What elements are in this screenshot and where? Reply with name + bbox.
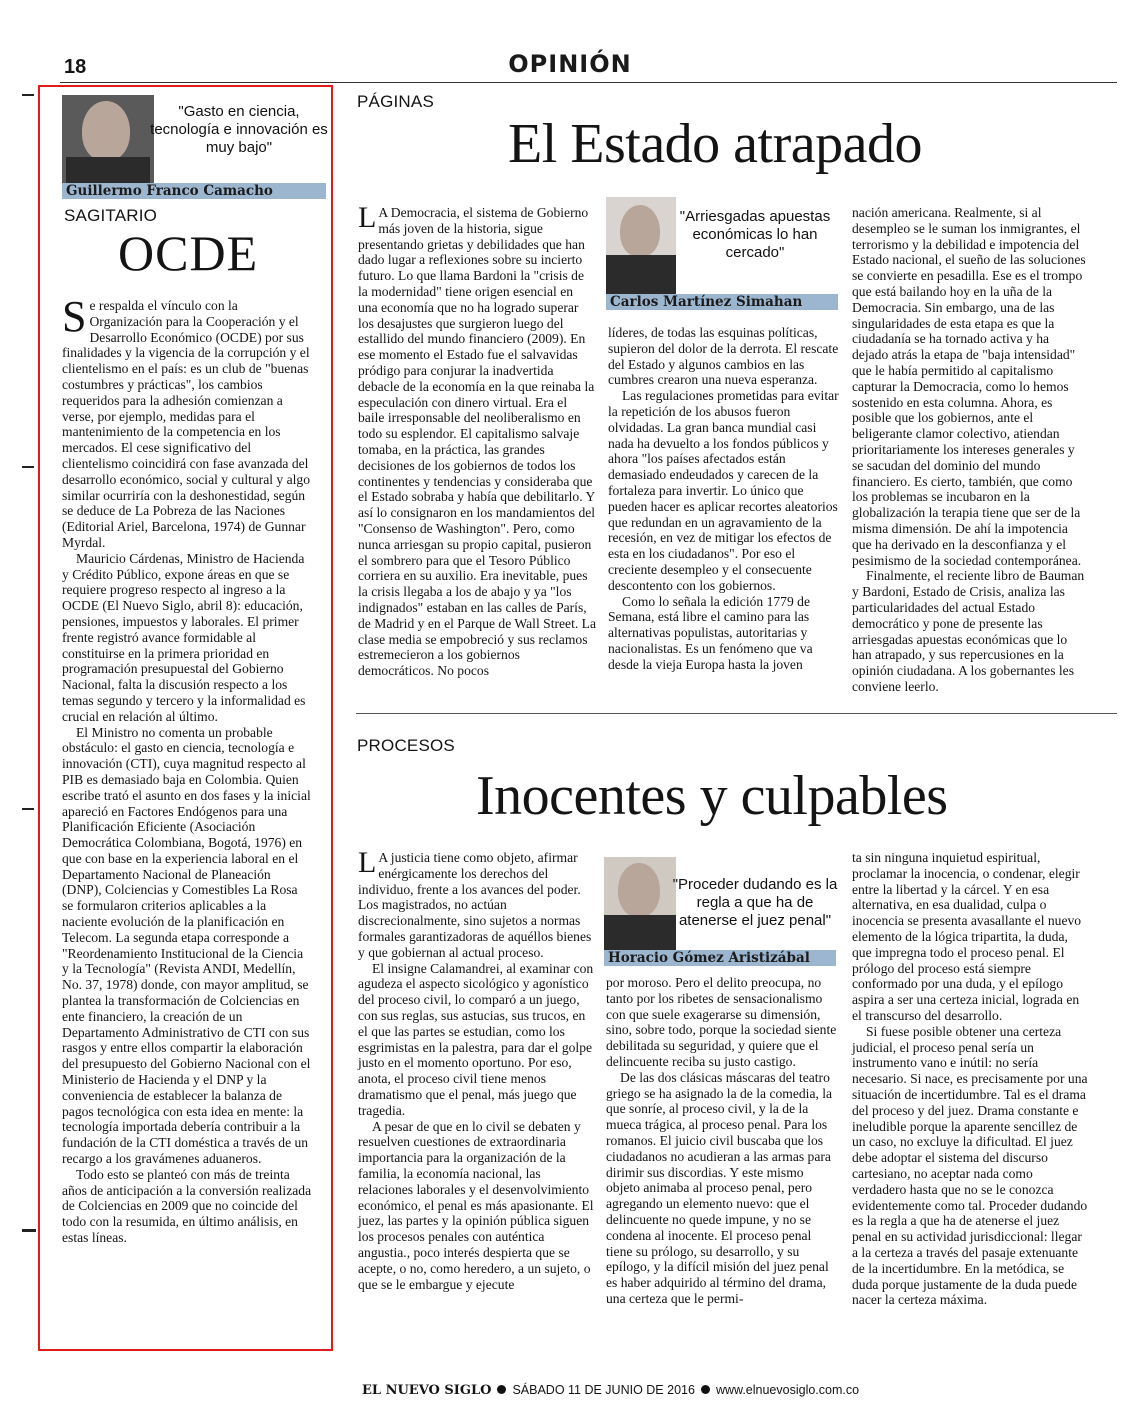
author-photo [606,197,676,295]
paragraph: Todo esto se planteó con más de treinta años de anticipación a la conversión realizada de Colciencias en 2009 que no coincide del todo con la resumida, en último análisis, en estas líneas. [62,1166,312,1246]
scan-mark [22,94,34,96]
article-column [358,201,596,679]
paragraph: e respalda el vínculo con la Organización para la Cooperación y el Desarrollo Económico (OCDE) por sus finalidades y la vigencia de la corrupción y el clientelismo en el país: es un club de "buenas costumbres y prácticas", los cambios requeridos para la adhesión comienzan a verse, por ejemplo, medidas para el mantenimiento de la competencia en los mercados. El cese significativo del clientelismo coincidirá con fase avanzada del desarrollo económico, social y cultural y algo similar ocurriría con la deshonestidad, según se deduce de La Pobreza de las Naciones (Editorial Ariel, Barcelona, 1974) de Gunnar Myrdal. [62,298,311,550]
paragraph: ta sin ninguna inquietud espiritual, proclamar la inocencia, o condenar, elegir entre la libertad y la cárcel. Y en esa alternativa, en esa dualidad, culpa o inocencia se presenta avasallante el nuevo elemento de la lógica tripartita, la duda, que impregna todo el proceso penal. El prólogo del proceso está siempre conformado por una duda, y el epílogo aspira a ser una certeza inicial, lograda en el transcurso del desarrollo. [852,850,1082,1023]
article-headline: Inocentes y culpables [476,765,948,827]
bullet-icon [497,1385,506,1394]
newspaper-brand: EL NUEVO SIGLO [362,1383,492,1398]
article-body [62,292,312,1246]
scan-mark [22,808,34,810]
paragraph: Si fuese posible obtener una certeza judicial, el proceso penal sería un instrumento vano e inútil: no sería necesario. Si nace, es precisamente por una situación de incertidumbre. Tal es el drama del proceso y del juez. Drama constante e ineludible porque la aparente sencillez de un caso, no excluye la dificultad. El juez debe adoptar el sistema del discurso cartesiano, no aceptar nada como verdadero hasta que no se le conozca evidentemente como tal. Proceder dudando es la regla a que ha de atenerse el juez penal en su actividad jurisdiccional: llegar a la certeza a través del pasaje extenuante de la incertidumbre. En la metódica, se duda porque justamente de la duda puede nacer la certeza máxima. [852,1023,1088,1308]
issue-date: SÁBADO 11 DE JUNIO DE 2016 [512,1383,695,1397]
bullet-icon [701,1385,710,1394]
paragraph: Las regulaciones prometidas para evitar la repetición de los abusos fueron olvidadas. La gran banca mundial casi nada ha devuelto a los fondos públicos y ahora "los países afectados están demasiado endeudados y carecen de la fortaleza para invertir. Lo único que pueden hacer es aplicar recortes aleatorios que redundan en un agravamiento de la recesión, en vez de mitigar los efectos de esta en los ciudadanos". Por eso el creciente desempleo y el consecuente descontento con los gobiernos. [608,388,839,593]
article-column [852,850,1088,1308]
header-divider [60,82,1117,83]
author-name: Horacio Gómez Aristizábal [604,950,836,966]
paragraph: A Democracia, el sistema de Gobierno más joven de la historia, sigue presentando grietas y debilidades que han dado lugar a reflexiones sobre su incierto futuro. Lo que llama Bardoni la "crisis de la modernidad" tiene origen esencial en una economía que no ha logrado superar los desajustes que surgieron luego del estallido del mundo financiero (2009). En ese momento el Estado fue el salvavidas pródigo para conjurar la inadvertida debacle de la economía en la que reinaba la especulación con dinero virtual. Era el baile irresponsable del neoliberalismo en todo su esplendor. El capitalismo salvaje tomaba, en la práctica, las grandes decisiones de los gobiernos de todos los continentes y tendencias y consideraba que el Estado sobraba y había que debilitarlo. Y así lo consignaron en los mandamientos del "Consenso de Washington". Pero, como nunca arriesgan su propio capital, pusieron el sombrero para que el Tesoro Público corriera en su auxilio. Era inevitable, pues la crisis llegaba a los de abajo y ya "los indignados" estaban en las calles de París, de Madrid y en el Parque de Wall Street. La clase media se empobreció y sus reclamos estremecieron a los gobiernos democráticos. No pocos [358,205,596,679]
drop-cap: L [358,201,377,234]
article-kicker: PROCESOS [357,736,455,755]
article-kicker: PÁGINAS [357,92,434,111]
pull-quote: "Gasto en ciencia, tecnología e innovación es muy bajo" [150,103,328,156]
paragraph: Finalmente, el reciente libro de Bauman y Bardoni, Estado de Crisis, analiza las particularidades del actual Estado democrático y pone de presente las arriesgadas apuestas económicas que lo han atrapado, y sus repercusiones en la opinión ciudadana. A los gobernantes les conviene leerlo. [852,568,1085,694]
website-url: www.elnuevosiglo.com.co [715,1383,860,1397]
article-headline: El Estado atrapado [508,113,922,175]
author-photo [62,95,154,183]
paragraph: por moroso. Pero el delito preocupa, no tanto por los ribetes de sensacionalismo con que suele exagerarse su dimensión, sino, sobre todo, porque la sociedad siente debilitada su seguridad, y quiere que el delincuente reciba su justo castigo. [606,975,837,1069]
paragraph: Como lo señala la edición 1779 de Semana, está libre el camino para las alternativas populistas, autoritarias y nacionalistas. Es un fenómeno que va desde la vieja Europa hasta la joven [608,593,813,672]
column-kicker: SAGITARIO [64,206,158,225]
article-divider [356,713,1117,714]
paragraph: nación americana. Realmente, si al desempleo se le suman los inmigrantes, el terrorismo y la debilidad e impotencia del Estado nacional, el sueño de las soluciones se convierte en pesadilla. Ese es el trompo que está bailando hoy en la uña de la Democracia. Sin embargo, una de las singularidades de esta etapa es que la ciudadanía se ha tornado activa y ha dejado atrás la etapa de "baja intensidad" que le había permitido al capitalismo capturar la Democracia, como lo hemos sostenido en esta columna. Ahora, es posible que los gobiernos, ante el beligerante clamor colectivo, atiendan prioritariamente los intereses generales y se sacudan del dominio del mundo financiero. Es cierto, también, que como los problemas se incubaron en la globalización la terapia tiene que ser de la misma dimensión. De ahí la impotencia que ha derivado en la desconfianza y el pesimismo de la sociedad contemporánea. [852,205,1086,568]
page-number: 18 [64,56,87,78]
pull-quote: "Arriesgadas apuestas económicas lo han cercado" [679,208,831,261]
article-column [608,325,840,673]
pull-quote: "Proceder dudando es la regla a que ha de atenerse el juez penal" [672,876,838,929]
article-column [606,975,840,1307]
paragraph: Mauricio Cárdenas, Ministro de Hacienda y Crédito Público, expone áreas en que se requiere progreso respecto al ingreso a la OCDE (El Nuevo Siglo, abril 8): educación, pensiones, impuestos y laborales. El primer frente registró avance formidable al constituirse en la primera prioridad en programación presupuestal del Gobierno Nacional, falta la discusión respecto a los temas segundo y tercero y la informalidad es crucial en relación al último. [62,550,306,724]
paragraph: A justicia tiene como objeto, afirmar enérgicamente los derechos del individuo, frente a los avances del poder. Los magistrados, no actúan discrecionalmente, sino sujetos a normas formales garantizadoras de aquéllos bienes y que gobiernan al actual proceso. [358,850,592,960]
paragraph: El Ministro no comenta un probable obstáculo: el gasto en ciencia, tecnología e innovación (CTI), cuya magnitud respecto al PIB es demasiado baja en Colombia. Quien escribe trató el asunto en dos fases y la inicial apareció en Factores Endógenos para una Planificación Eficiente (Asociación Democrática Colombiana, Bogotá, 1976) en que con base en la experiencia laboral en el Departamento Nacional de Planeación (DNP), Colciencias y Comestibles La Rosa se formularon criterios aplicables a la naciente evolución de la planificación en Telecom. La segunda etapa corresponde a "Reordenamiento Institucional de la Ciencia y la Tecnología" (Revista ANDI, Medellín, No. 37, 1978) donde, con mayor amplitud, se plantea la transformación de Colciencias en ente financiero, la creación de un Departamento Administrativo de CTI con sus rasgos y entre ellos compartir la elaboración del presupuesto del Gobierno Nacional con el Ministerio de Hacienda y el DNP y la conveniencia de establecer la balanza de pagos tecnológica con esta idea en mente: la tecnología importada debería contribuir a la fundación de la CTI doméstica a través de un recargo a los gravámenes aduaneros. [62,724,311,1167]
scan-mark [22,466,34,468]
author-photo [604,857,676,951]
paragraph: De las dos clásicas máscaras del teatro griego se ha asignado la de la comedia, la que sonríe, al proceso civil, y la de la mueca trágica, al proceso penal. Para los romanos. El juicio civil buscaba que los ciudadanos no acudieran a las armas para dirimir sus discordias. Y este mismo objeto animaba al proceso penal, pero agregando un elemento nuevo: que el delincuente no quede impune, y no se condena al inocente. El proceso penal tiene su prólogo, su desarrollo, y su epílogo, y la difícil misión del juez penal es haber adquirido al término del drama, una certeza que le permi- [606,1069,833,1306]
article-column [852,205,1088,695]
page-footer [362,1383,859,1398]
section-title: OPINIÓN [508,50,632,78]
article-column [358,846,594,1292]
paragraph: líderes, de todas las esquinas políticas, supieron del dolor de la derrota. El rescate del Estado y algunos cambios en las cumbres crearon una nueva esperanza. [608,325,839,388]
article-headline: OCDE [118,225,259,281]
paragraph: A pesar de que en lo civil se debaten y resuelven cuestiones de extraordinaria importancia para la organización de la familia, la economía nacional, las relaciones laborales y el desenvolvimiento económico, el penal es más apasionante. El juez, las partes y la opinión pública siguen los procesos penales con auténtica angustia., poco interés despierta que se acepte, o no, como heredero, a un sujeto, o que se le embargue y ejecute [358,1118,594,1292]
scan-mark [22,1229,36,1232]
author-name: Guillermo Franco Camacho [62,183,326,199]
drop-cap: S [62,292,87,341]
author-name: Carlos Martínez Simahan [606,294,838,310]
drop-cap: L [358,846,377,879]
paragraph: El insigne Calamandrei, al examinar con agudeza el aspecto sicológico y agonístico del proceso civil, lo comparó a un juego, con sus reglas, sus astucias, sus trucos, en el que las partes se estudian, como los esgrimistas en la palestra, para dar el golpe justo en el momento oportuno. Por eso, anota, el proceso civil tiene menos dramatismo que el penal, más juego que tragedia. [358,960,594,1118]
